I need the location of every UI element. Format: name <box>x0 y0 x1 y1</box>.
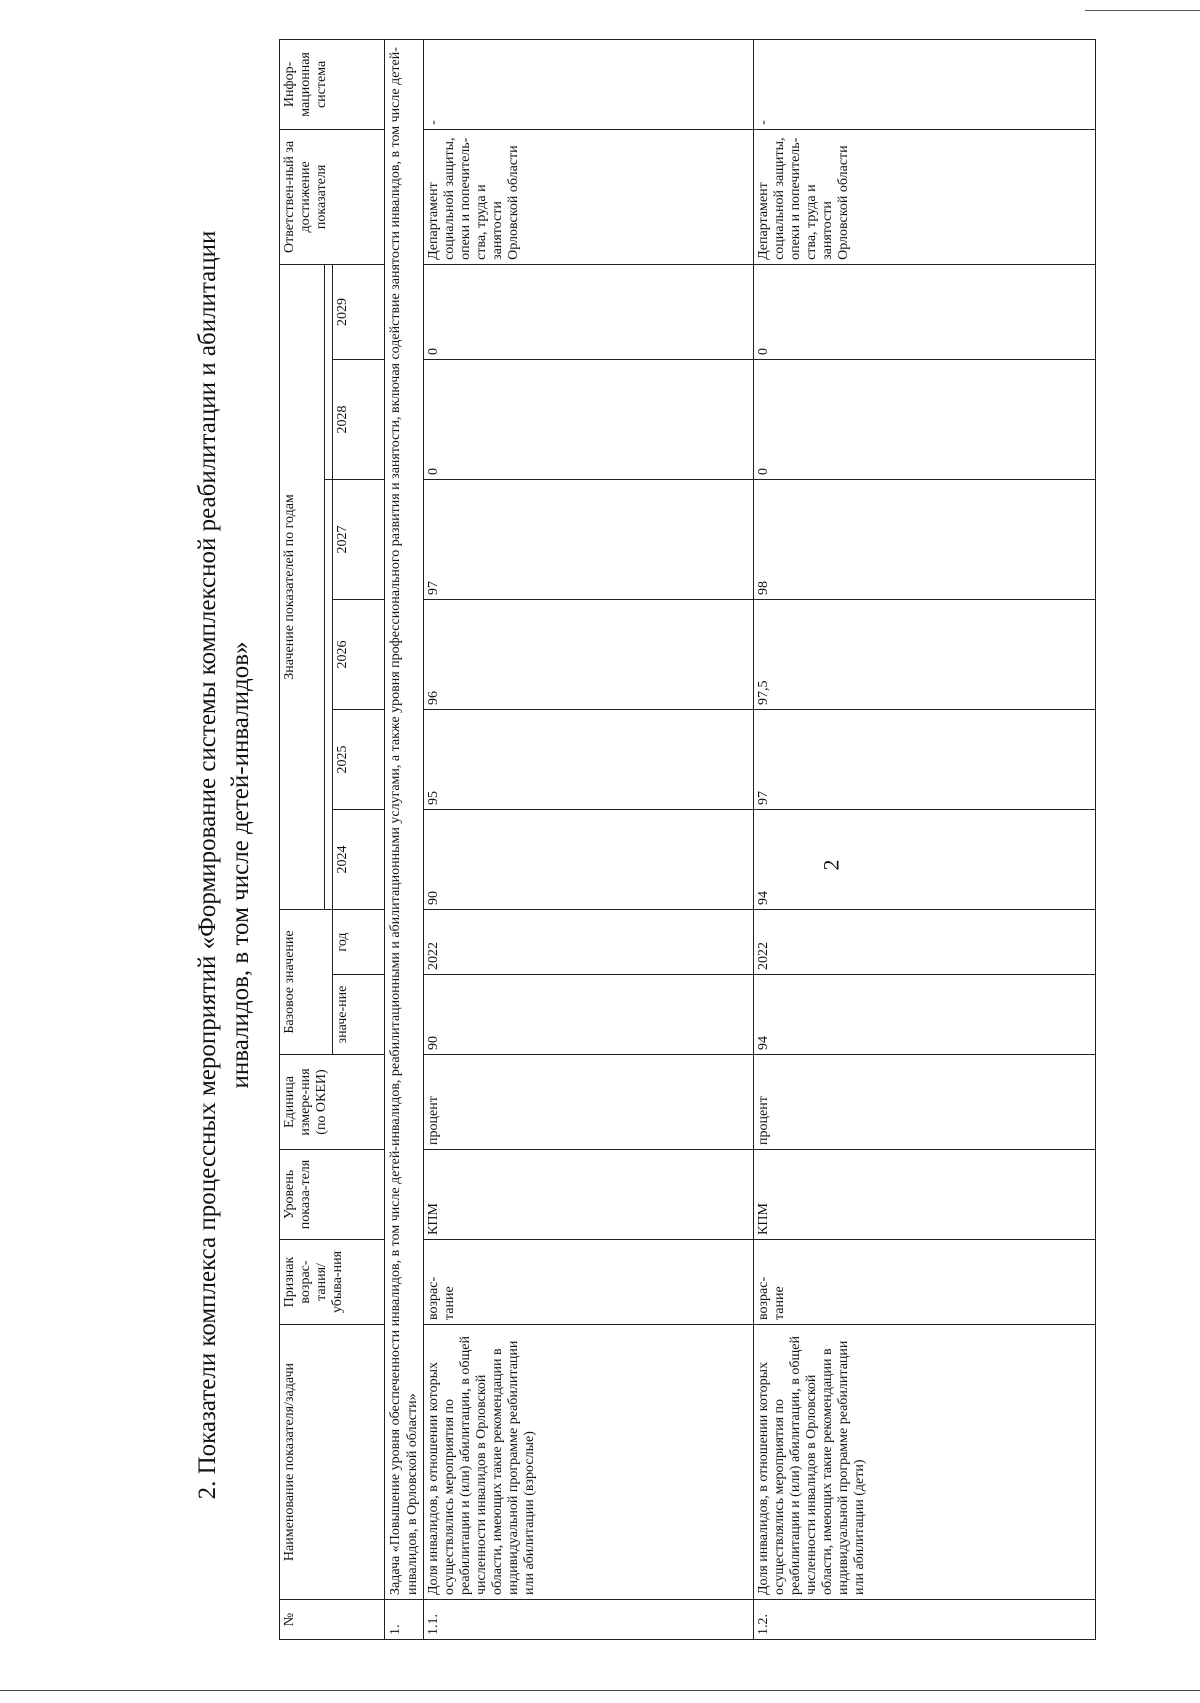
indicators-table <box>279 39 1096 1640</box>
title-line-1: 2. Показатели комплекса процессных мероприятий «Формирование системы комплексной реабилитации и абилитации <box>194 230 221 1500</box>
table-row <box>424 39 754 1639</box>
row-base-year: 2022 <box>424 909 754 974</box>
row-num: 1.1. <box>424 1600 754 1640</box>
row-responsible: Департамент социальной защиты, опеки и попечитель-ства, труда и занятости Орловской области <box>424 129 754 264</box>
row-value-2025: 97 <box>754 709 1096 809</box>
header-years-spacer-2 <box>325 264 333 479</box>
scan-edge-line <box>0 1690 1200 1691</box>
row-value-2029: 0 <box>424 264 754 359</box>
row-base-value: 90 <box>424 975 754 1055</box>
title-line-2: инвалидов, в том числе детей-инвалидов» <box>227 641 254 1089</box>
header-year-2028: 2028 <box>333 359 385 479</box>
task-text: Задача «Повышение уровня обеспеченности инвалидов, в том числе детей-инвалидов, реабилитационными и абилитационными услугами, а также уровня профессионального развития и занятости, включая содействие занятости инвалидов, в том числе детей-инвалидов, в Орловской области» <box>385 39 424 1599</box>
header-trend: Признак возрас-тания/ убыва-ния <box>280 1240 385 1325</box>
page-number: 2 <box>818 859 844 871</box>
row-num: 1.2. <box>754 1600 1096 1640</box>
header-year-2027: 2027 <box>333 479 385 599</box>
header-year-2026: 2026 <box>333 599 385 709</box>
row-trend: возрас-тание <box>424 1240 754 1325</box>
row-name: Доля инвалидов, в отношении которых осуществлялись мероприятия по реабилитации и (или) абилитации, в общей численности инвалидов в Орловской области, имеющих такие рекомендации в индивидуальной программе реабилитации или абилитации (взрослые) <box>424 1325 754 1600</box>
header-num: № <box>280 1600 385 1640</box>
header-level: Уровень показа-теля <box>280 1150 385 1240</box>
header-year-2024: 2024 <box>333 809 385 909</box>
page-title <box>179 65 269 1665</box>
scan-edge-line <box>1085 10 1200 11</box>
row-value-2026: 96 <box>424 599 754 709</box>
row-responsible: Департамент социальной защиты, опеки и попечитель-ства, труда и занятости Орловской области <box>754 129 1096 264</box>
header-year-2025: 2025 <box>333 709 385 809</box>
row-info-system: - <box>754 39 1096 129</box>
row-value-2024: 94 <box>754 809 1096 909</box>
header-years-group: Значение показателей по годам <box>280 264 325 909</box>
table-container <box>279 40 1094 1640</box>
row-info-system: - <box>424 39 754 129</box>
row-unit: процент <box>424 1055 754 1150</box>
row-value-2028: 0 <box>424 359 754 479</box>
header-info-system: Инфор-мационная система <box>280 39 385 129</box>
row-base-value: 94 <box>754 975 1096 1055</box>
header-responsible: Ответствен-ный за достижение показателя <box>280 129 385 264</box>
header-base-value: значе-ние <box>333 975 385 1055</box>
row-value-2029: 0 <box>754 264 1096 359</box>
task-row <box>385 39 424 1639</box>
row-level: КПМ <box>424 1150 754 1240</box>
row-name: Доля инвалидов, в отношении которых осуществлялись мероприятия по реабилитации и (или) абилитации, в общей численности инвалидов в Орловской области, имеющих такие рекомендации в индивидуальной программе реабилитации или абилитации (дети) <box>754 1325 1096 1600</box>
table-row <box>754 39 1096 1639</box>
row-trend: возрас-тание <box>754 1240 1096 1325</box>
row-value-2027: 97 <box>424 479 754 599</box>
header-base-year: год <box>333 909 385 974</box>
row-level: КПМ <box>754 1150 1096 1240</box>
header-row-1 <box>280 39 325 1639</box>
row-value-2024: 90 <box>424 809 754 909</box>
row-value-2027: 98 <box>754 479 1096 599</box>
row-unit: процент <box>754 1055 1096 1150</box>
row-value-2028: 0 <box>754 359 1096 479</box>
header-year-2029: 2029 <box>333 264 385 359</box>
header-unit: Единица измере-ния (по ОКЕИ) <box>280 1055 385 1150</box>
header-years-spacer <box>325 479 333 909</box>
row-base-year: 2022 <box>754 909 1096 974</box>
header-name: Наименование показателя/задачи <box>280 1325 385 1600</box>
row-value-2025: 95 <box>424 709 754 809</box>
header-base: Базовое значение <box>280 909 333 1054</box>
row-value-2026: 97,5 <box>754 599 1096 709</box>
task-num: 1. <box>385 1600 424 1640</box>
